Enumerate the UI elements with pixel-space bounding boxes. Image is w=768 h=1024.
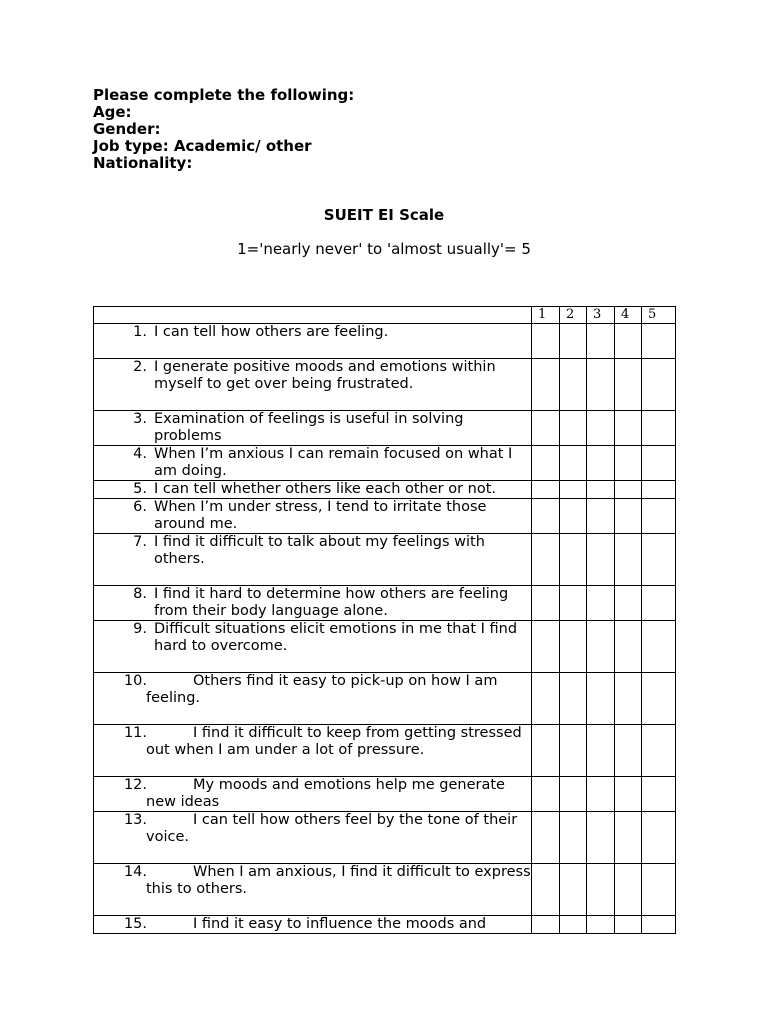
rating-cell[interactable] (532, 777, 560, 812)
rating-cell[interactable] (642, 324, 676, 359)
table-row (94, 864, 676, 916)
rating-cell[interactable] (587, 586, 615, 621)
rating-column-header: 3 (587, 307, 615, 324)
rating-cell[interactable] (560, 446, 587, 481)
item-number: 4. (133, 446, 147, 462)
item-number: 10. (123, 673, 147, 689)
item-text: When I’m anxious I can remain focused on what I am doing. (154, 446, 513, 479)
item-text: I find it difficult to keep from getting stressed out when I am under a lot of pressure. (146, 725, 522, 758)
rating-cell[interactable] (615, 324, 642, 359)
rating-cell[interactable] (587, 534, 615, 586)
scale-title: SUEIT EI Scale (323, 206, 445, 224)
header-blank-cell (94, 307, 532, 324)
rating-cell[interactable] (560, 916, 587, 934)
table-row (94, 481, 676, 499)
item-number: 9. (133, 621, 147, 637)
item-cell (94, 481, 532, 499)
item-number: 15. (123, 916, 147, 932)
item-cell (94, 864, 532, 916)
rating-cell[interactable] (615, 359, 642, 411)
item-text: I find it difficult to talk about my feelings with others. (154, 534, 485, 567)
rating-cell[interactable] (642, 446, 676, 481)
item-text: I can tell whether others like each other or not. (154, 481, 497, 497)
rating-cell[interactable] (642, 777, 676, 812)
rating-cell[interactable] (560, 725, 587, 777)
rating-cell[interactable] (560, 411, 587, 446)
gender-label: Gender: (93, 120, 161, 138)
rating-cell[interactable] (587, 481, 615, 499)
item-cell (94, 446, 532, 481)
item-number: 5. (133, 481, 147, 497)
item-cell (94, 411, 532, 446)
item-cell (94, 534, 532, 586)
demographics-block (93, 87, 354, 172)
rating-cell[interactable] (532, 499, 560, 534)
intro-label: Please complete the following: (93, 86, 355, 104)
rating-cell[interactable] (560, 864, 587, 916)
rating-cell[interactable] (587, 411, 615, 446)
rating-cell[interactable] (560, 812, 587, 864)
rating-cell[interactable] (560, 534, 587, 586)
item-text: Examination of feelings is useful in solving problems (154, 411, 464, 444)
table-row (94, 673, 676, 725)
rating-cell[interactable] (642, 621, 676, 673)
rating-cell[interactable] (560, 777, 587, 812)
rating-cell[interactable] (615, 916, 642, 934)
age-label: Age: (93, 103, 132, 121)
rating-table (93, 306, 676, 934)
item-cell (94, 777, 532, 812)
table-row (94, 621, 676, 673)
rating-cell[interactable] (532, 481, 560, 499)
table-row (94, 916, 676, 934)
table-row (94, 499, 676, 534)
item-number: 11. (123, 725, 147, 741)
item-text: I find it easy to influence the moods and (193, 916, 487, 932)
rating-cell[interactable] (642, 499, 676, 534)
rating-column-header: 1 (532, 307, 560, 324)
rating-column-header: 4 (615, 307, 642, 324)
item-number: 3. (133, 411, 147, 427)
rating-cell[interactable] (587, 673, 615, 725)
rating-cell[interactable] (615, 481, 642, 499)
table-row (94, 586, 676, 621)
rating-cell[interactable] (587, 621, 615, 673)
rating-cell[interactable] (560, 586, 587, 621)
rating-cell[interactable] (587, 777, 615, 812)
rating-cell[interactable] (642, 812, 676, 864)
rating-column-header: 2 (560, 307, 587, 324)
item-text: I can tell how others feel by the tone of their voice. (146, 812, 518, 845)
item-cell (94, 916, 532, 934)
item-text: I generate positive moods and emotions within myself to get over being frustrated. (154, 359, 496, 392)
rating-cell[interactable] (615, 446, 642, 481)
item-cell (94, 359, 532, 411)
table-row (94, 725, 676, 777)
job-type-label: Job type: Academic/ other (93, 137, 312, 155)
item-text: My moods and emotions help me generate new ideas (146, 777, 505, 810)
rating-cell[interactable] (560, 481, 587, 499)
rating-cell[interactable] (642, 864, 676, 916)
item-number: 8. (133, 586, 147, 602)
rating-cell[interactable] (532, 411, 560, 446)
item-cell (94, 499, 532, 534)
rating-cell[interactable] (615, 586, 642, 621)
rating-cell[interactable] (615, 534, 642, 586)
rating-cell[interactable] (560, 499, 587, 534)
rating-cell[interactable] (587, 324, 615, 359)
rating-cell[interactable] (587, 725, 615, 777)
rating-cell[interactable] (615, 673, 642, 725)
rating-cell[interactable] (560, 621, 587, 673)
rating-cell[interactable] (587, 916, 615, 934)
rating-cell[interactable] (615, 864, 642, 916)
item-number: 13. (123, 812, 147, 828)
nationality-label: Nationality: (93, 154, 193, 172)
item-text: When I am anxious, I find it difficult to express this to others. (146, 864, 531, 897)
item-number: 2. (133, 359, 147, 375)
rating-cell[interactable] (532, 725, 560, 777)
table-row (94, 534, 676, 586)
rating-cell[interactable] (587, 499, 615, 534)
table-row (94, 446, 676, 481)
item-number: 12. (123, 777, 147, 793)
rating-cell[interactable] (615, 725, 642, 777)
item-text: Difficult situations elicit emotions in me that I find hard to overcome. (154, 621, 518, 654)
rating-cell[interactable] (532, 324, 560, 359)
rating-cell[interactable] (532, 359, 560, 411)
rating-cell[interactable] (587, 446, 615, 481)
table-row (94, 359, 676, 411)
rating-cell[interactable] (642, 534, 676, 586)
rating-cell[interactable] (587, 864, 615, 916)
rating-cell[interactable] (532, 916, 560, 934)
rating-cell[interactable] (615, 812, 642, 864)
table-row (94, 411, 676, 446)
rating-column-header: 5 (642, 307, 676, 324)
rating-cell[interactable] (642, 411, 676, 446)
rating-cell[interactable] (615, 499, 642, 534)
rating-cell[interactable] (532, 534, 560, 586)
rating-cell[interactable] (615, 411, 642, 446)
rating-cell[interactable] (560, 673, 587, 725)
table-row (94, 812, 676, 864)
rating-cell[interactable] (560, 359, 587, 411)
rating-cell[interactable] (642, 586, 676, 621)
rating-cell[interactable] (532, 812, 560, 864)
rating-cell[interactable] (642, 916, 676, 934)
item-number: 7. (133, 534, 147, 550)
table-header-row (94, 307, 676, 324)
item-cell (94, 324, 532, 359)
rating-cell[interactable] (615, 777, 642, 812)
rating-cell[interactable] (587, 359, 615, 411)
rating-cell[interactable] (642, 725, 676, 777)
rating-cell[interactable] (642, 359, 676, 411)
item-text: Others find it easy to pick-up on how I am feeling. (146, 673, 498, 706)
item-number: 6. (133, 499, 147, 515)
rating-cell[interactable] (532, 864, 560, 916)
item-cell (94, 621, 532, 673)
rating-cell[interactable] (642, 481, 676, 499)
item-cell (94, 812, 532, 864)
scale-legend: 1='nearly never' to 'almost usually'= 5 (237, 240, 531, 258)
item-cell (94, 725, 532, 777)
rating-cell[interactable] (560, 324, 587, 359)
rating-cell[interactable] (532, 621, 560, 673)
rating-cell[interactable] (532, 586, 560, 621)
item-text: I find it hard to determine how others are feeling from their body language alone. (154, 586, 509, 619)
item-text: I can tell how others are feeling. (154, 324, 389, 340)
rating-cell[interactable] (642, 673, 676, 725)
rating-cell[interactable] (587, 812, 615, 864)
item-cell (94, 586, 532, 621)
rating-cell[interactable] (532, 446, 560, 481)
item-number: 14. (123, 864, 147, 880)
item-cell (94, 673, 532, 725)
table-row (94, 777, 676, 812)
item-text: When I’m under stress, I tend to irritate those around me. (154, 499, 487, 532)
rating-cell[interactable] (532, 673, 560, 725)
item-number: 1. (133, 324, 147, 340)
rating-cell[interactable] (615, 621, 642, 673)
table-row (94, 324, 676, 359)
